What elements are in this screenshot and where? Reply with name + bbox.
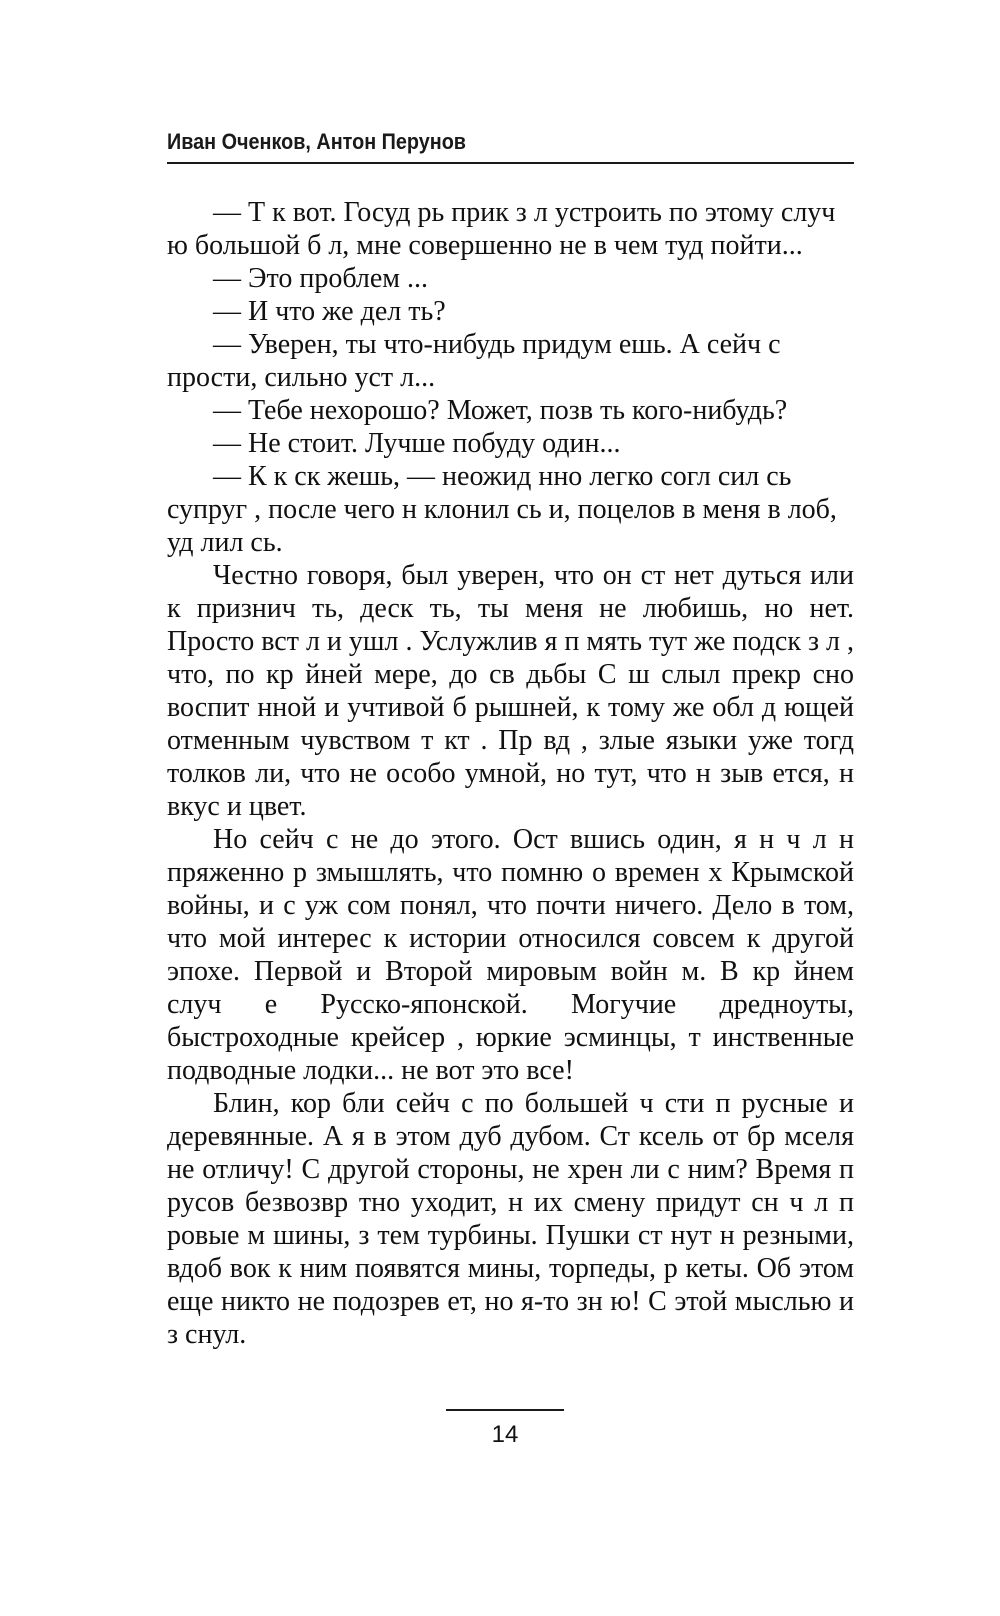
page-number: 14 xyxy=(491,1421,519,1448)
paragraph: — К к ск жешь, — неожид нно легко согл сил сь супруг , после чего н клонил сь и, поцелов в меня в лоб, уд лил сь. xyxy=(167,461,837,558)
paragraph: — Тебе нехорошо? Может, позв ть кого-нибудь? xyxy=(213,395,788,426)
paragraph: — Это проблем ... xyxy=(213,263,429,294)
paragraph: — Т к вот. Госуд рь прик з л устроить по этому случ ю большой б л, мне совершенно не в чем туд пойти... xyxy=(167,197,836,261)
paragraph: Но сейч с не до этого. Ост вшись один, я н ч л н пряженно р змышлять, что помню о времен х Крымской войны, и с уж сом понял, что почти ничего. Дело в том, что мой интерес к истории относился совсем к другой эпохе. Первой и Второй мировым войн м. В кр йнем случ е Русско-японской. Могучие дредноуты, быстроходные крейсер , юркие эсминцы, т инственные подводные лодки... не вот это все! xyxy=(167,824,854,1086)
paragraph: Честно говоря, был уверен, что он ст нет дуться или к признич ть, деск ть, ты меня не любишь, но нет. Просто вст л и ушл . Услужлив я п мять тут же подск з л , что, по кр йней мере, до св дьбы С ш слыл прекр сно воспит нной и учтивой б рышней, к тому же обл д ющей отменным чувством т кт . Пр вд , злые языки уже тогд толков ли, что не особо умной, но тут, что н зыв ется, н вкус и цвет. xyxy=(167,560,854,822)
running-header: Иван Оченков, Антон Перунов xyxy=(167,129,466,154)
header-divider xyxy=(167,162,854,164)
paragraph: — Не стоит. Лучше побуду один... xyxy=(213,428,621,459)
paragraph: — Уверен, ты что-нибудь придум ешь. А сейч с прости, сильно уст л... xyxy=(167,329,781,393)
paragraph: — И что же дел ть? xyxy=(213,296,446,327)
footer-divider xyxy=(446,1409,564,1411)
body-text xyxy=(167,196,854,1351)
paragraph: Блин, кор бли сейч с по большей ч сти п русные и деревянные. А я в этом дуб дубом. Ст ксель от бр мселя не отличу! С другой стороны, не хрен ли с ним? Время п русов безвозвр тно уходит, н их смену придут сн ч л п ровые м шины, з тем турбины. Пушки ст нут н резными, вдоб вок к ним появятся мины, торпеды, р кеты. Об этом еще никто не подозрев ет, но я-то зн ю! С этой мыслью и з снул. xyxy=(167,1088,854,1350)
